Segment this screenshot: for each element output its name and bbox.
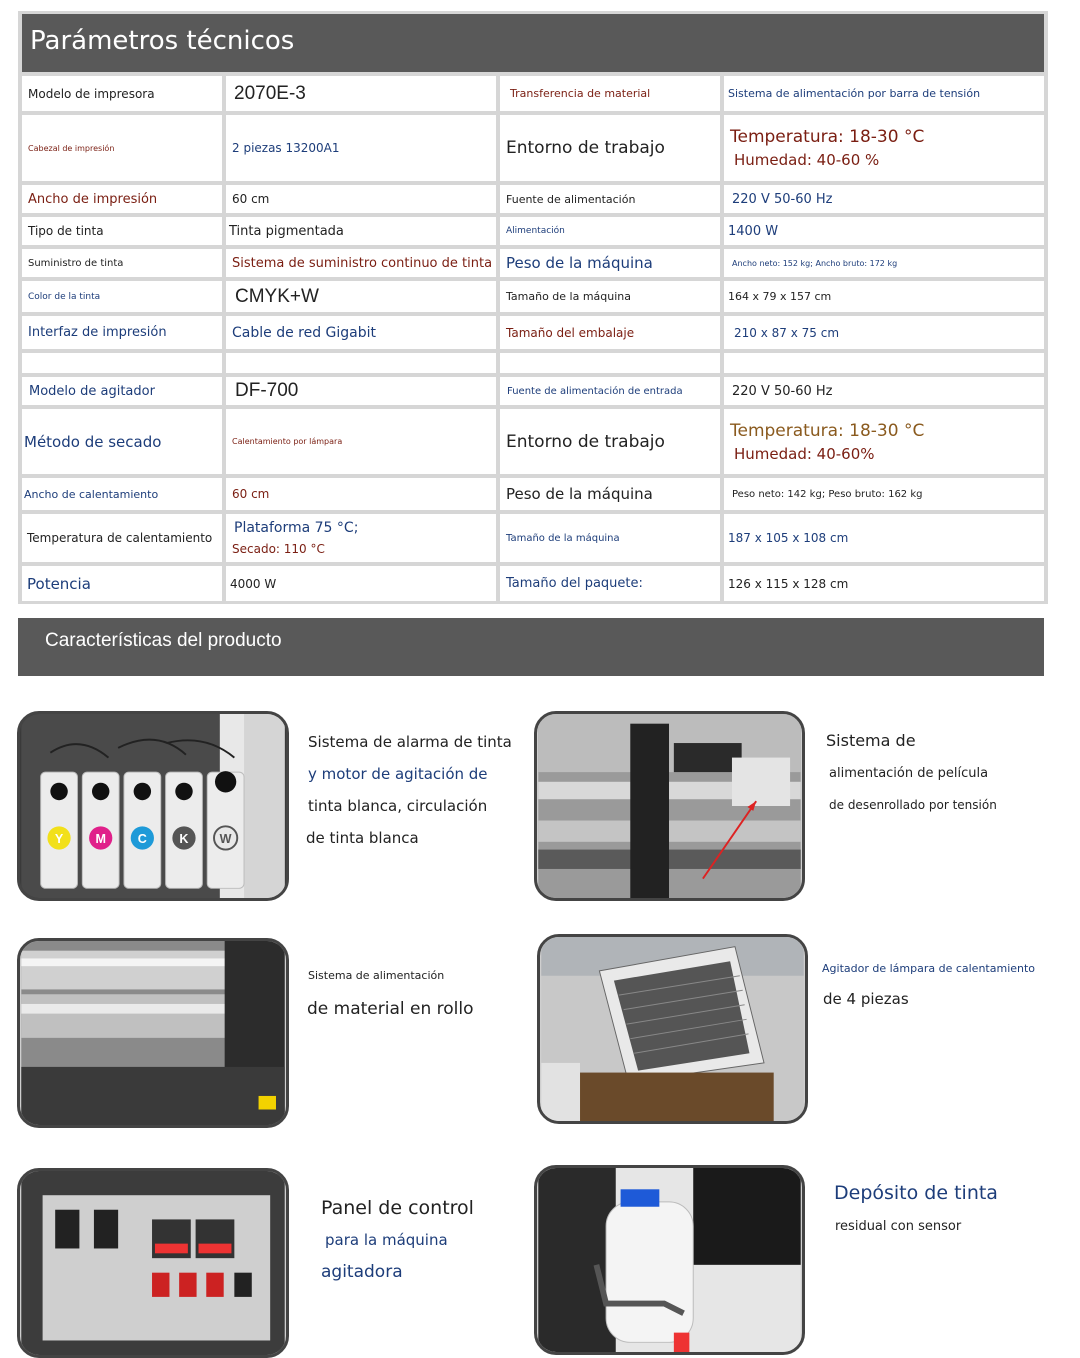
drying-label: Método de secado (22, 409, 222, 474)
ink-letter-w: W (219, 831, 232, 846)
feature4-line1: Agitador de lámpara de calentamiento (822, 962, 1036, 975)
heat-temp-value (226, 514, 496, 562)
feature6-line2: residual con sensor (835, 1219, 962, 1234)
shaker-power-label: Potencia (22, 566, 222, 601)
ink-type-value: Tinta pigmentada (226, 217, 496, 245)
spec-header (22, 14, 1044, 72)
shaker-env-hum: Humedad: 40-60% (734, 444, 875, 463)
drying-value: Calentamiento por lámpara (226, 409, 496, 474)
heat-temp-platform: Plataforma 75 °C; (234, 520, 359, 536)
spacer-cell (724, 353, 1044, 373)
shaker-env-temp: Temperatura: 18-30 °C (730, 420, 925, 441)
shaker-package-value: 126 x 115 x 128 cm (724, 566, 1044, 601)
print-width-label: Ancho de impresión (22, 185, 222, 213)
interface-value: Cable de red Gigabit (226, 316, 496, 349)
env-hum: Humedad: 40-60 % (734, 151, 880, 169)
control-panel-photo (17, 1168, 289, 1358)
feature1-line3: tinta blanca, circulación (308, 797, 488, 815)
env-temp: Temperatura: 18-30 °C (730, 127, 925, 147)
ink-supply-label: Suministro de tinta (22, 249, 222, 277)
transfer-value: Sistema de alimentación por barra de tensión (724, 76, 1044, 111)
ink-supply-value: Sistema de suministro continuo de tinta (226, 249, 496, 277)
ink-type-label: Tipo de tinta (22, 217, 222, 245)
roll-feed-illustration (20, 941, 286, 1125)
heat-temp-label: Temperatura de calentamiento (22, 514, 222, 562)
shaker-env-value (724, 409, 1044, 474)
shaker-model-value: DF-700 (226, 377, 496, 405)
waste-tank-photo (534, 1165, 805, 1355)
ink-tank-photo (17, 711, 289, 901)
shaker-weight-value: Peso neto: 142 kg; Peso bruto: 162 kg (724, 478, 1044, 510)
spacer-cell (500, 353, 720, 373)
feature1-line4: de tinta blanca (306, 829, 419, 847)
power-source-value: 220 V 50-60 Hz (724, 185, 1044, 213)
env-value (724, 115, 1044, 181)
shaker-env-label: Entorno de trabajo (500, 409, 720, 474)
ink-color-value: CMYK+W (226, 281, 496, 312)
shaker-power-value: 4000 W (226, 566, 496, 601)
feature4-line2: de 4 piezas (823, 990, 909, 1008)
features-title: Características del producto (45, 630, 282, 651)
printer-model-label: Modelo de impresora (22, 76, 222, 111)
transfer-label: Transferencia de material (500, 76, 720, 111)
printer-model-value: 2070E-3 (226, 76, 496, 111)
ink-letter-k: K (179, 831, 189, 846)
shaker-size-value: 187 x 105 x 108 cm (724, 514, 1044, 562)
heat-width-value: 60 cm (226, 478, 496, 510)
env-label: Entorno de trabajo (500, 115, 720, 181)
spacer-cell (22, 353, 222, 373)
feature5-line1: Panel de control (321, 1197, 474, 1219)
feature2-line1: Sistema de (826, 731, 916, 750)
power-value: 1400 W (724, 217, 1044, 245)
feature1-line1: Sistema de alarma de tinta (308, 733, 512, 751)
heating-lamp-illustration (540, 937, 805, 1121)
input-power-label: Fuente de alimentación de entrada (500, 377, 720, 405)
weight-label: Peso de la máquina (500, 249, 720, 277)
ink-color-label: Color de la tinta (22, 281, 222, 312)
ink-letter-y: Y (54, 831, 64, 846)
print-width-value: 60 cm (226, 185, 496, 213)
feature1-line2: y motor de agitación de (308, 765, 488, 783)
feature6-line1: Depósito de tinta (834, 1182, 998, 1204)
feature3-line1: Sistema de alimentación (308, 969, 445, 982)
head-value: 2 piezas 13200A1 (226, 115, 496, 181)
shaker-weight-label: Peso de la máquina (500, 478, 720, 510)
tension-feed-photo (534, 711, 805, 901)
shaker-size-label: Tamaño de la máquina (500, 514, 720, 562)
roll-feed-photo (17, 938, 289, 1128)
weight-value: Ancho neto: 152 kg; Ancho bruto: 172 kg (724, 249, 1044, 277)
input-power-value: 220 V 50-60 Hz (724, 377, 1044, 405)
power-label: Alimentación (500, 217, 720, 245)
ink-letter-c: C (137, 831, 147, 846)
heat-width-label: Ancho de calentamiento (22, 478, 222, 510)
control-panel-illustration (20, 1171, 286, 1355)
heating-lamp-photo (537, 934, 808, 1124)
interface-label: Interfaz de impresión (22, 316, 222, 349)
ink-letter-m: M (95, 831, 106, 846)
machine-size-label: Tamaño de la máquina (500, 281, 720, 312)
spec-title: Parámetros técnicos (30, 26, 295, 56)
spacer-cell (226, 353, 496, 373)
feature5-line2: para la máquina (325, 1231, 448, 1249)
package-size-label: Tamaño del embalaje (500, 316, 720, 349)
ink-tank-illustration (20, 714, 286, 898)
machine-size-value: 164 x 79 x 157 cm (724, 281, 1044, 312)
feature5-line3: agitadora (321, 1262, 403, 1282)
power-source-label: Fuente de alimentación (500, 185, 720, 213)
features-header (18, 618, 1044, 676)
waste-tank-illustration (537, 1168, 802, 1352)
head-label: Cabezal de impresión (22, 115, 222, 181)
package-size-value: 210 x 87 x 75 cm (724, 316, 1044, 349)
feature2-line3: de desenrollado por tensión (829, 798, 997, 812)
shaker-package-label: Tamaño del paquete: (500, 566, 720, 601)
feature2-line2: alimentación de película (829, 766, 989, 781)
heat-temp-drying: Secado: 110 °C (232, 542, 325, 556)
tension-feed-illustration (537, 714, 802, 898)
feature3-line2: de material en rollo (307, 999, 474, 1019)
shaker-model-label: Modelo de agitador (22, 377, 222, 405)
